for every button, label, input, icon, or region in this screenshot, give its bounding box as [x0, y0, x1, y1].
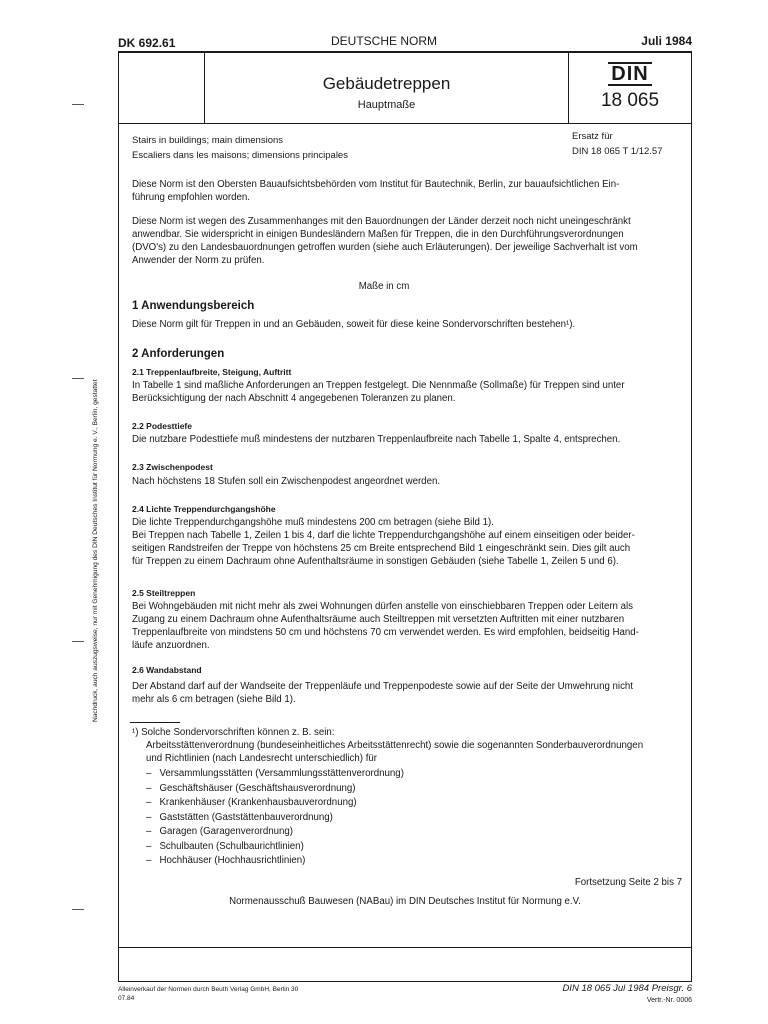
text-line: mehr als 6 cm betragen (siehe Bild 1). — [132, 694, 296, 705]
text-line: Der Abstand darf auf der Wandseite der Treppenläufe und Treppenpodeste sowie auf der Seite der Umwehrung nicht — [132, 681, 634, 692]
text-line: Berücksichtigung der nach Abschnitt 4 angegebenen Toleranzen zu planen. — [132, 393, 456, 404]
din-logo-text: DIN — [611, 63, 649, 85]
subsection-heading: 2.6 Wandabstand — [132, 665, 202, 675]
section-heading: 1 Anwendungsbereich — [132, 300, 255, 312]
publisher-line: Alleinverkauf der Normen durch Beuth Verlag GmbH, Berlin 30 — [118, 986, 299, 993]
text-line: und Richtlinien (nach Landesrecht unterschiedlich) für — [146, 753, 378, 764]
section-text: Diese Norm gilt für Treppen in und an Gebäuden, soweit für diese keine Sondervorschriften bestehen¹). — [132, 319, 576, 330]
margin-tick — [72, 641, 84, 642]
title-box-divider — [568, 52, 569, 124]
text-line: Diese Norm ist den Obersten Bauaufsichtsbehörden vom Institut für Bautechnik, Berlin, zur bauaufsichtlichen Ein- — [132, 179, 620, 190]
bottom-rule — [118, 981, 692, 982]
list-item: – Schulbauten (Schulbaurichtlinien) — [146, 840, 304, 852]
dk-number: DK 692.61 — [118, 36, 176, 50]
text-line: führung empfohlen worden. — [132, 192, 250, 203]
subsection-heading: 2.3 Zwischenpodest — [132, 462, 213, 472]
footnote — [132, 726, 643, 765]
english-title: Stairs in buildings; main dimensions — [132, 135, 284, 146]
text-line: Zugang zu einem Dachraum ohne Aufenthaltsräume auch Steiltreppen mit versetzten Auftritten mit einer nutzbaren — [132, 614, 625, 625]
text-line: Anwender der Norm zu prüfen. — [132, 255, 265, 266]
intro-paragraph-1 — [132, 178, 619, 204]
subsection-heading: 2.4 Lichte Treppendurchgangshöhe — [132, 504, 276, 514]
copyright-note: Nachdruck, auch auszugsweise, nur mit Genehmigung des DIN Deutsches Institut für Normung e. V., Berlin, gestattet — [92, 379, 99, 722]
margin-tick — [72, 104, 84, 105]
text-line: für Treppen zu einem Dachraum ohne Aufenthaltsräume in sonstigen Gebäuden (siehe Tabelle 1, Zeilen 5 und 6). — [132, 556, 619, 567]
section-text — [132, 516, 635, 568]
section-heading: 2 Anforderungen — [132, 348, 225, 360]
section-text: Nach höchstens 18 Stufen soll ein Zwischenpodest angeordnet werden. — [132, 476, 441, 487]
text-line: Arbeitsstättenverordnung (bundeseinheitliches Arbeitsstättenrecht) sowie die sogenannten Sonderbauverordnungen — [146, 740, 644, 751]
page-subtitle: Hauptmaße — [357, 99, 416, 111]
list-item: – Garagen (Garagenverordnung) — [146, 826, 294, 837]
text-line: läufe anzuordnen. — [132, 640, 210, 651]
document-type: DEUTSCHE NORM — [330, 34, 437, 48]
list-item: – Versammlungsstätten (Versammlungsstättenverordnung) — [146, 768, 404, 779]
french-title: Escaliers dans les maisons; dimensions principales — [132, 150, 348, 161]
footnote-marker: ¹) — [132, 727, 139, 738]
subsection-heading: 2.1 Treppenlaufbreite, Steigung, Auftritt — [132, 367, 292, 377]
committee-line: Normenausschuß Bauwesen (NABau) im DIN Deutsches Institut für Normung e.V. — [229, 896, 581, 907]
units-note: Maße in cm — [358, 281, 410, 292]
section-text — [132, 600, 639, 652]
margin-tick — [72, 378, 84, 379]
subsection-heading: 2.2 Podesttiefe — [132, 421, 192, 431]
text-line: Diese Norm ist wegen des Zusammenhanges mit den Bauordnungen der Länder derzeit noch nicht uneingeschränkt — [132, 216, 631, 227]
section-text — [132, 379, 625, 405]
text-line: (DVO's) zu den Landesbauordnungen getroffen wurden (siehe auch Erläuterungen). Der jeweilige Sachverhalt ist vom — [132, 242, 638, 253]
text-line: Treppenlaufbreite von mindstens 50 cm und höchstens 70 cm verwendet werden. Es wird empfohlen, beidseitig Hand- — [132, 627, 639, 638]
publisher-note — [118, 985, 298, 1003]
footnote-lead: Solche Sondervorschriften können z. B. sein: — [141, 727, 335, 738]
replacement-value: DIN 18 065 T 1/12.57 — [572, 146, 663, 157]
text-line: Die lichte Treppendurchgangshöhe muß mindestens 200 cm betragen (siehe Bild 1). — [132, 517, 494, 528]
text-line: Bei Treppen nach Tabelle 1, Zeilen 1 bis 4, darf die lichte Treppendurchgangshöhe auf einem einseitigen oder beider- — [132, 530, 635, 541]
footnote-rule — [130, 722, 180, 723]
din-logo — [605, 62, 655, 86]
text-line: In Tabelle 1 sind maßliche Anforderungen an Treppen festgelegt. Die Nennmaße (Sollmaße) für Treppen sind unter — [132, 380, 625, 391]
standard-number: 18 065 — [600, 90, 660, 111]
text-line: anwendbar. Sie widerspricht in einigen Bundesländern Maßen für Treppen, die in den Durchführungsverordnungen — [132, 229, 624, 240]
subsection-heading: 2.5 Steiltreppen — [132, 588, 196, 598]
document-reference: DIN 18 065 Jul 1984 Preisgr. 6 — [562, 983, 692, 994]
list-item: – Hochhäuser (Hochhausrichtlinien) — [146, 855, 306, 866]
section-text: Die nutzbare Podesttiefe muß mindestens der nutzbaren Treppenlaufbreite nach Tabelle 1, Spalte 4, entsprechen. — [132, 434, 621, 445]
intro-paragraph-2 — [132, 215, 638, 267]
list-item: – Gaststätten (Gaststättenbauverordnung) — [146, 811, 333, 823]
replacement-label: Ersatz für — [572, 131, 613, 142]
publication-date: Juli 1984 — [641, 34, 692, 48]
section-text — [132, 680, 633, 706]
text-line: seitigen Randstreifen der Treppe von höchstens 25 cm Breite entsprechend Bild 1 eingeschränkt sein. Dies gilt auch — [132, 543, 631, 554]
page-title: Gebäudetreppen — [322, 74, 451, 93]
text-line: Bei Wohngebäuden mit nicht mehr als zwei Wohnungen dürfen anstelle von einschiebbaren Treppen oder Leitern als — [132, 601, 634, 612]
margin-tick — [72, 909, 84, 910]
footer-rule — [118, 947, 692, 948]
print-code: 07.84 — [118, 995, 135, 1002]
vertrieb-number: Vertr.-Nr. 0006 — [646, 997, 692, 1004]
list-item: – Krankenhäuser (Krankenhausbauverordnung) — [146, 797, 357, 808]
continuation-note: Fortsetzung Seite 2 bis 7 — [574, 877, 682, 888]
footnote-list — [146, 767, 404, 869]
list-item: – Geschäftshäuser (Geschäftshausverordnung) — [146, 782, 356, 794]
